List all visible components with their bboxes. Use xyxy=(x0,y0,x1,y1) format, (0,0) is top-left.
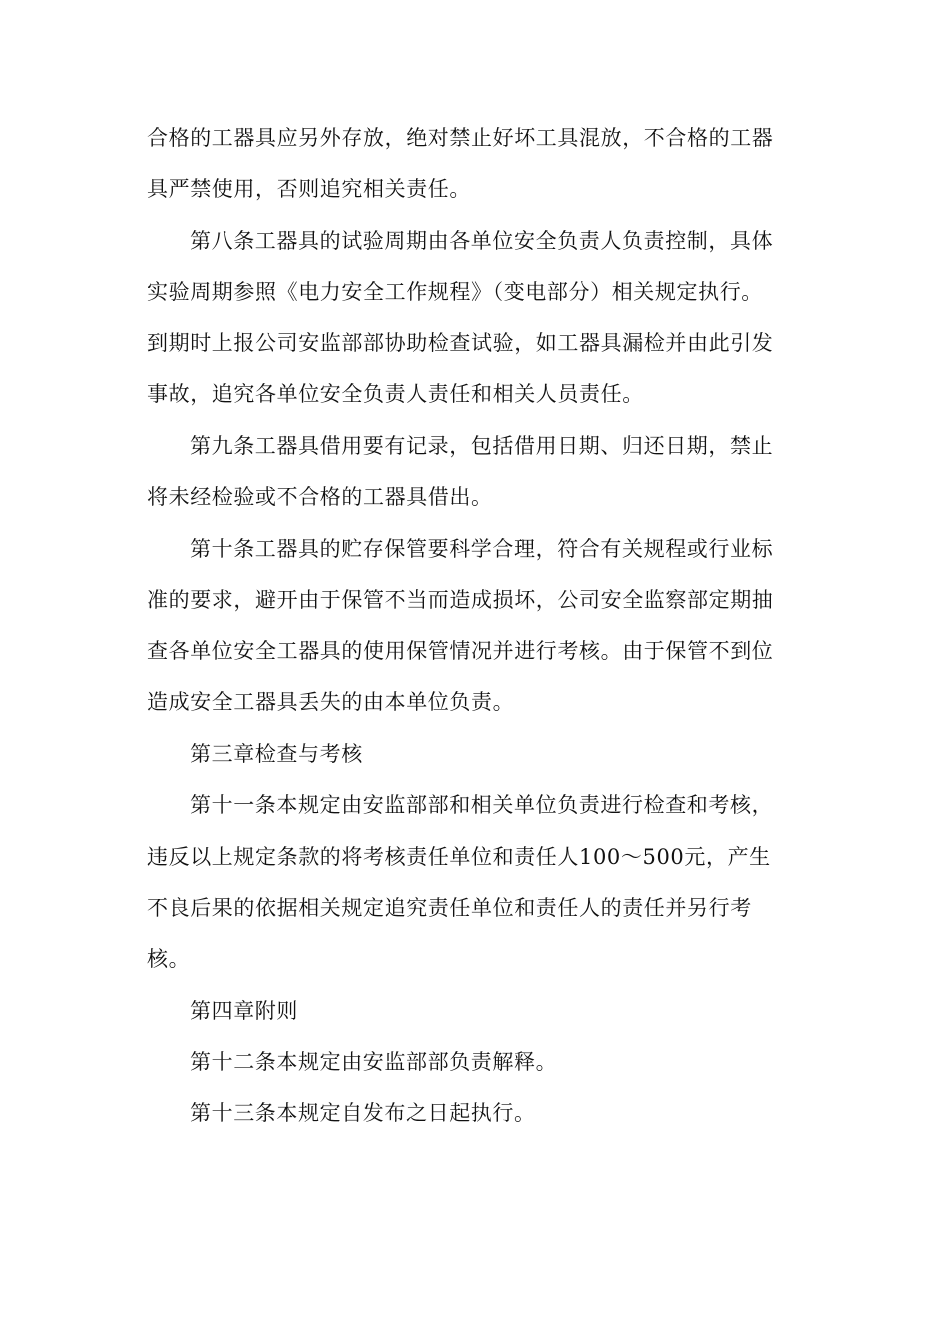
article-10-start: 第十条工器具的贮存保管要科学合理，符合有关规程或行业标 xyxy=(190,537,774,561)
text-line: 查各单位安全工器具的使用保管情况并进行考核。由于保管不到位 xyxy=(147,639,774,663)
text-line: 事故，追究各单位安全负责人责任和相关人员责任。 xyxy=(147,382,644,406)
article-11-start: 第十一条本规定由安监部部和相关单位负责进行检查和考核， xyxy=(190,793,774,817)
article-8-start: 第八条工器具的试验周期由各单位安全负责人负责控制，具体 xyxy=(190,229,774,253)
text-line: 将未经检验或不合格的工器具借出。 xyxy=(147,485,493,509)
article-13: 第十三条本规定自发布之日起执行。 xyxy=(190,1101,536,1125)
article-12: 第十二条本规定由安监部部负责解释。 xyxy=(190,1050,558,1074)
text-line: 实验周期参照《电力安全工作规程》（变电部分）相关规定执行。 xyxy=(147,280,763,304)
article-9-start: 第九条工器具借用要有记录，包括借用日期、归还日期，禁止 xyxy=(190,434,774,458)
chapter-4-heading: 第四章附则 xyxy=(190,999,298,1023)
text-line: 准的要求，避开由于保管不当而造成损坏，公司安全监察部定期抽 xyxy=(147,588,774,612)
text-line: 造成安全工器具丢失的由本单位负责。 xyxy=(147,690,515,714)
text-line: 不良后果的依据相关规定追究责任单位和责任人的责任并另行考 xyxy=(147,896,752,920)
text-line: 到期时上报公司安监部部协助检查试验，如工器具漏检并由此引发 xyxy=(147,331,774,355)
chapter-3-heading: 第三章检查与考核 xyxy=(190,742,363,766)
text-line: 具严禁使用，否则追究相关责任。 xyxy=(147,177,471,201)
text-line: 违反以上规定条款的将考核责任单位和责任人100～500元，产生 xyxy=(147,845,771,869)
text-line: 合格的工器具应另外存放，绝对禁止好坏工具混放，不合格的工器 xyxy=(147,126,774,150)
text-line: 核。 xyxy=(147,947,191,971)
